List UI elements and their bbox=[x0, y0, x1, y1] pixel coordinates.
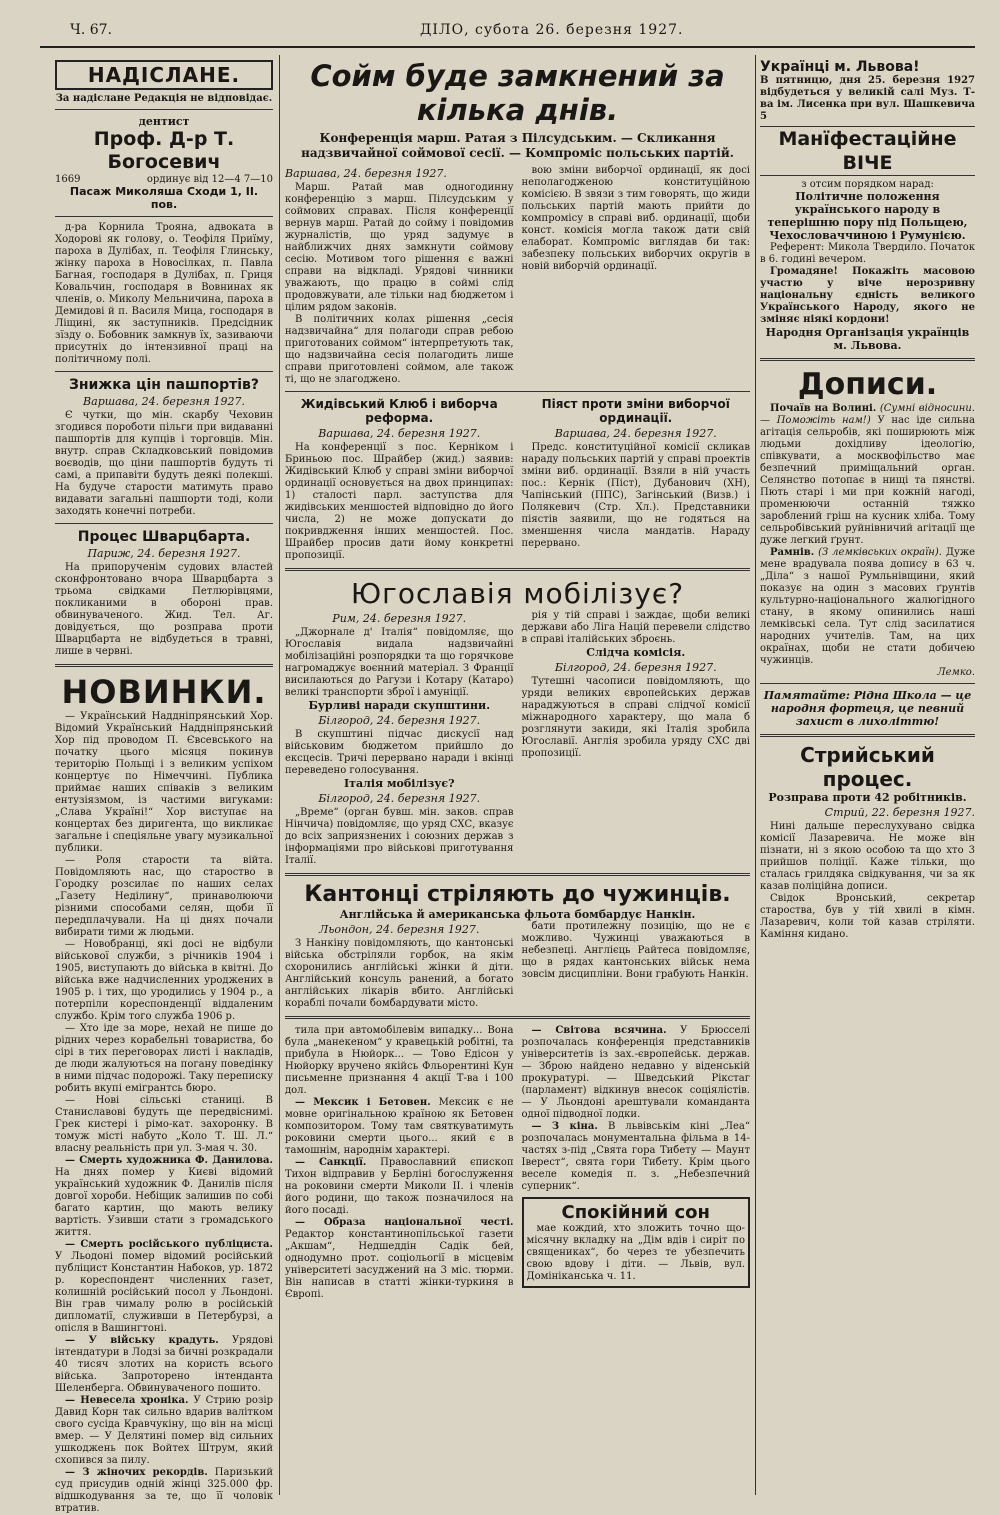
ad-hours: ординує від 12—4 7—10 bbox=[146, 174, 273, 185]
zhyd-date: Варшава, 24. березня 1927. bbox=[318, 427, 481, 440]
ramniv-text: Дуже мене врадувала поява допису в 63 ч. „Діла“ з нашої Румльнівщини, який показує на один з масових ґрунтів культурно-національного жалюгідного стану, в якому опинились наші лемківські села. Тут слід засилатися народних учителів. Там, на цих окраїнах, щоби не стати добичею чужинців. bbox=[760, 547, 975, 666]
column-right bbox=[760, 55, 975, 1495]
zhinochi-text: Паризький суд присудив одній жінці 325.000 фр. відшкодування за те, що її чоловік втратив. bbox=[55, 1467, 273, 1514]
piast-article bbox=[522, 397, 751, 562]
kanton-text2: бати протилежну позицію, що не є можливо. Чужинці уважаються в небезпеці. Англієць Райтеса повідомляє, що в рядах кантонських військ нема зовсім дисципліни. Вони грабують Нанкін. bbox=[521, 921, 750, 980]
dopysy-title: Дописи. bbox=[797, 367, 938, 402]
nevesela-text: У Стрию розір Давид Корн так сильно вдарив валітком свого сусіда Кравчукіну, що він на місці вмер. — У Делятині помер від сильних ушкоджень пок Войтех Штрум, який схопився за пилу. bbox=[55, 1395, 274, 1466]
italy-date: Білгород, 24. березня 1927. bbox=[318, 792, 481, 805]
publitsyst-item bbox=[55, 1239, 273, 1335]
rolya-text: — Роля старости та війта. Повідомляють нас, що староство в Городку розсилає по наших селах „Газету Неділину“, принаволюючи різними способами селян, щоби її передплачували. На ці днях почали вибирати тими ж людьми. bbox=[55, 855, 273, 938]
viche-call: Громадяне! Покажіть масовою участю у віче нерозривну національну єдність великого Українського Народу, якого не зміняє ніякі кордони! bbox=[760, 266, 975, 325]
main-text-c: вою зміни виборчої ординації, як досі неполагодженою конституційною комісією. В звязи з тим говорять, що жиди польських партій мають прийти до компромісу в справі виб. ординації, щоби конст. комісія могла також дати свій елаборат. Компроміс виглядав би так: забезпеку польських виборчих округів в новій виборчій ординації. bbox=[521, 165, 750, 272]
main-article-right bbox=[522, 165, 751, 386]
sanktsii-title: — Санкції. bbox=[295, 1157, 367, 1168]
main-subtitle: Конференція марш. Ратая з Пілсудським. — Скликання надзвичайної соймової сесії. — Компроміс польських партій. bbox=[301, 131, 734, 160]
meksyk-text: Мексик є не мовне оригінальною країною як Бетовен композитором. Тому там святкуватимуть роковини смерти цього... який є в тамошнім, народнім характері. bbox=[285, 1097, 514, 1156]
zhinochi-title: — З жіночих рекордів. bbox=[65, 1467, 208, 1478]
ad-hours-row bbox=[55, 174, 273, 185]
poch-item bbox=[760, 403, 975, 547]
yugo-date: Рим, 24. березня 1927. bbox=[332, 612, 467, 625]
spok-title: Спокійний сон bbox=[561, 1202, 710, 1223]
yugo-title: Югославія мобілізує? bbox=[350, 577, 685, 610]
passport-title: Знижка цін пашпортів? bbox=[68, 377, 260, 393]
nevesela-title: — Невесела хроніка. bbox=[65, 1395, 189, 1406]
piast-title: Піяст проти зміни виборчої ординації. bbox=[541, 397, 730, 425]
misc-text: тила при автомобілевім випадку... Вона була „манекеном“ у кравецькій робітні, та прибула в Нюйорк... — Тово Едісон у Нюйорку вручено якійсь Фльорентині Кун письменне признання 4 акції Т-ва і 100 дол. bbox=[285, 1025, 514, 1096]
divider bbox=[285, 873, 750, 876]
kanton-article bbox=[285, 921, 750, 1010]
danylov-item bbox=[55, 1155, 273, 1239]
misc-row bbox=[285, 1025, 750, 1301]
piast-text: Предс. конституційної комісії скликав нараду польських партій у справі проектів зміни виб. ординації. Взяли в ній участь пос.: Кернік (Піст), Дубанович (ХН), Чапінський (ППС), Загінський (Визв.) і Полякевич (Стр. Хл.). Представники піястів заявили, що не годяться на зменшення числа мандатів. Нараду перервано. bbox=[521, 442, 750, 549]
kanton-text: З Нанкіну повідомляють, що кантонські війська обстріляли горбок, на якім схоронились англійські жінки й діти. Англійський консуль ранений, а богато англійських лікарів вбито. Англійські кораблі почали бомбардувати місто. bbox=[285, 938, 514, 1009]
kanton-left bbox=[285, 921, 514, 1010]
zhinochi-item bbox=[55, 1467, 273, 1515]
divider bbox=[55, 371, 273, 372]
column-rule-1 bbox=[279, 55, 280, 1495]
passport-date: Варшава, 24. березня 1927. bbox=[83, 395, 245, 408]
viysko-text: Урядові інтендатури в Лодзі за бичні розкрадали 40 тисяч злотих на користь всього війська. Запроторено інтенданта Шеленберга. Обвинуваченого пошито. bbox=[55, 1335, 273, 1394]
masthead: ДІЛО, субота 26. березня 1927. bbox=[420, 22, 684, 38]
column-left bbox=[55, 55, 274, 1514]
passport-text: Є чутки, що мін. скарбу Чеховин згодився пороботи пільги при видаванні пашпортів для купців і торговців. Мін. внутр. справ Складковський повідомив воєводів, що ціни пашпортів будуть ті самі, а припавіти будуть деякі полекші. На будуче старости матимуть право видавати загальні пашпорти тоді, коли заходять конечні потреби. bbox=[55, 410, 273, 517]
divider bbox=[760, 683, 975, 684]
nevesela-item bbox=[55, 1395, 273, 1467]
divider bbox=[55, 216, 273, 217]
yugo-text2: рія у тій справі і заждає, щоби великі держави або Ліга Націй перевели слідство в справі італійських зброєнь. bbox=[521, 610, 750, 645]
kino-text: В львівськім кіні „Леа“ розпочалась монументальна фільма в 14-частях з-під „Свята гора Тибету — Маунт Іверест“, свята гори Тибету. Крім цього веселе комедія п. з. „Небезпечний суперник“. bbox=[521, 1121, 750, 1192]
viche-ref: Референт: Микола Твердило. Початок в 6. годині вечером. bbox=[760, 242, 975, 265]
stryi-text: Нині дальше переслухувано свідка комісії Лазаревича. Не може він пізнати, ні з якою особою та що хто 3 прийшов поліції. Каже тільки, що сталась грилдяка свідкування, чи за як казав поліційна дописи. bbox=[760, 821, 975, 892]
viche-topic: Політичне положення українського народу в теперішню пору під Польщею, Чехословаччиною і Румунією. bbox=[767, 190, 968, 242]
yugo-text: „Джорнале д' Італія“ повідомляє, що Югославія видала надзвичайні мобілізаційні розпорядки та що горячкове нагромаджує воєнний матеріал. З Франції висилаються до Рагузи і Котару (Катаро) великі транспорти зброї і амуніції. bbox=[285, 627, 514, 698]
yugo-right bbox=[522, 610, 751, 867]
saidov-date: Білгород, 24. березня 1927. bbox=[554, 661, 717, 674]
column-rule-2 bbox=[755, 55, 756, 1495]
ad-code: 1669 bbox=[55, 174, 81, 185]
stanytsi-text: — Нові сільські станиці. В Станиславові будуть ще передвіснимі. Грек кистері і рімо-кат. захоронку. В томуж місті набуто „Коло Т. Ш. Л.“ власну реальність при ул. З-мая ч. 30. bbox=[55, 1095, 273, 1154]
zhyd-article bbox=[285, 397, 514, 562]
obraza-text: Редактор константинопільської газети „Акшам“, Недшеддін Садік бей, однодумно прот. соціольогії в місцевім університеті засуджений на 3 міс. тюрми. Він написав в статті жінки-туркиня в Європі. bbox=[285, 1229, 514, 1300]
novynky-text: — Український Наддніпрянський Хор. Відомий Український Наддніпрянський Хор під проводом П. Євсевського на початку цього місяця покинув територію Польщі і з великим успіхом концертує по Німеччині. Публика приймає наших співаків з великим ентузіязмом, із частими вигуками: „Слава Україні!“ Хор виступає на концертах без диригента, що викликає загальне і спеціяльне увагу музикальної публики. bbox=[55, 711, 273, 854]
divider bbox=[285, 1016, 750, 1019]
obraza-item bbox=[285, 1217, 514, 1301]
zhyd-piast-row bbox=[285, 397, 750, 562]
kino-item bbox=[522, 1121, 751, 1193]
sanktsii-text: Православний єпископ Тихон відправив у Берліні богослуження на роковини смерти Миколи ІІ. і членів його родини, що також позначилося на його посаді. bbox=[285, 1157, 514, 1216]
ad-address: Пасаж Миколяша Сходи 1, II. пов. bbox=[69, 185, 259, 211]
ukr-text: В пятницю, дня 25. березня 1927 відбудеться у великій салі Муз. Т-ва ім. Лисенка при вул. Шашкевича 5 bbox=[760, 75, 975, 122]
kanton-subtitle: Англійська й американська фльота бомбардує Нанкін. bbox=[339, 908, 696, 921]
misc-left bbox=[285, 1025, 514, 1301]
meksyk-title: — Мексик і Бетовен. bbox=[295, 1097, 431, 1108]
italy-text: „Време“ (орган бувш. мін. заков. справ Нінчича) повідомляє, що уряд СХС, вказує до всіх заприязнених і союзних держав з інформаціями про військові приготування Італії. bbox=[285, 807, 514, 866]
saidov-text: Тутешні часописи повідомляють, що уряди великих європейських держав нараджуються в справі слідчої комісії міжнародного характеру, що мала б розглянути закиди, які Італія зробила Югославії. Англія зробила уряду СХС дві пропозиції. bbox=[521, 676, 750, 759]
ramniv-sign: Лемко. bbox=[937, 667, 975, 678]
stryi-title: Стрийський процес. bbox=[800, 743, 935, 791]
saidov-title: Слідча комісія. bbox=[586, 646, 686, 659]
spok-text: мае кождий, хто зложить точно що-місячну вкладку на „Дім вдів і сиріт по священиках“, бо через те убезпечить свою вдову і діти. — Львів, вул. Домініканська ч. 11. bbox=[526, 1223, 745, 1282]
divider bbox=[760, 358, 975, 361]
viysko-item bbox=[55, 1335, 273, 1395]
viysko-title: — У війську крадуть. bbox=[65, 1335, 219, 1346]
ramniv-item bbox=[760, 547, 975, 667]
danylov-text: На днях помер у Києві відомий український художник Ф. Данилів після довгої хороби. Небіщик залишив по собі багато картин, що мають велику вартість. Узивши стати з громадського життя. bbox=[55, 1167, 273, 1238]
page-header bbox=[40, 18, 975, 48]
divider bbox=[55, 664, 273, 667]
stryi-text2: Свідок Вронський, секретар староства, був у тій хвилі в кімн. Лазаревич, коли той казав стріляти. Каміння кидано. bbox=[760, 893, 975, 940]
buri-date: Білгород, 24. березня 1927. bbox=[318, 714, 481, 727]
poch-text: У нас іде сильна агітація сельробів, які поширюють між людьми дохідливу ідеологію, співкувати, а москвофільство має безпечний приміщальний орган. Селянство потопає в нищі та пянстві. Пють старі і ми при кожній нагоді, променюючи останній тяжко зароблений гріш на кусник хліба. Тому сельробівський руйнівничий агітації ще дуже легкий ґрунт. bbox=[760, 415, 975, 546]
more-text: — Хто іде за море, нехай не пише до рідних через корабельні товариства, бо сірі в тих переговорах листі і накладів, де люди жалуються на погану поведінку в ними підчас подорожі. Таку переписку робить вкупі емігрантсь бюро. bbox=[55, 1023, 273, 1094]
kino-title: — З кіна. bbox=[531, 1121, 598, 1132]
divider bbox=[55, 523, 273, 524]
svitova-title: — Світова всячина. bbox=[531, 1025, 667, 1036]
zhyd-text: На конференції з пос. Керніком і Бриньою пос. Шрайбер (жид.) заявив: Жидівський Клюб у справі зміни виборчої ординації основується на двох принципах: 1) сталості парл. заступства для жидівських меншостей відповідно до його числа, 2) не може допускати до покривдження інших меншостей. Пос. Шрайбер просив дати йому конкретні пропозиції. bbox=[285, 442, 514, 561]
column-center bbox=[285, 55, 750, 1495]
schwartz-date: Париж, 24. березня 1927. bbox=[87, 547, 241, 560]
publitsyst-title: — Смерть російського публіциста. bbox=[65, 1239, 273, 1250]
meksyk-item bbox=[285, 1097, 514, 1157]
divider bbox=[760, 734, 975, 737]
buri-title: Бурливі наради скупштини. bbox=[308, 699, 491, 712]
viche-sign: Народня Організація українців м. Львова. bbox=[765, 326, 970, 352]
italy-title: Італія мобілізує? bbox=[343, 777, 455, 790]
main-article-left bbox=[285, 165, 514, 386]
issue-number: Ч. 67. bbox=[70, 22, 112, 38]
danylov-title: — Смерть художника Ф. Данилова. bbox=[65, 1155, 273, 1166]
kanton-date: Льондон, 24. березня 1927. bbox=[319, 923, 480, 936]
schwartz-title: Процес Шварцбарта. bbox=[77, 529, 251, 545]
stryi-subtitle: Розправа проти 42 робітників. bbox=[768, 791, 967, 804]
buri-text: В скупштині підчас дискусії над військовим бюджетом прийшло до ексцесів. Тричі перервано наради і вкінці переведено голосування. bbox=[285, 729, 514, 776]
poch-title: Почаїв на Волині. bbox=[770, 403, 877, 414]
divider bbox=[285, 568, 750, 571]
obraza-title: — Образа національної честі. bbox=[295, 1217, 514, 1228]
nadislane-note: За надіслане Редакція не відповідає. bbox=[55, 93, 273, 104]
main-text-a: Марш. Ратай мав одногодинну конференцію з марш. Пілсудським у соймових справах. Після конференції вернув марш. Ратай до сойму і повідомив журналістів, що уряд задумує в найближчих днях замкнути соймову сесію. Мотивом того рішення є важні справи на відкладі. Урядові чинники уважають, що працю в соймі слід продовжувати, але тільки над бюджетом і цілим рядом законів. bbox=[285, 182, 514, 313]
publitsyst-text: У Льодоні помер відомий російський публіцист Константин Набоков, ур. 1872 р. кореспондент численних газет, колишній російський посол у Льондоні. Він грав чималу ролю в російській дипломатії, служивши в Петербурзі, а опісля в Вашингтоні. bbox=[55, 1251, 273, 1334]
spok-ad bbox=[522, 1197, 751, 1288]
yugo-article bbox=[285, 610, 750, 867]
ramniv-title: Рамнів. bbox=[770, 547, 815, 558]
kanton-title: Кантонці стріляють до чужинців. bbox=[304, 882, 731, 907]
article-text: д-ра Корнила Трояна, адвоката в Ходорові як голову, о. Теофіля Приїму, пароха в Дулібах, п. Теофіля Глинську, жінку пароха в Новосілках, п. Павла Багная, господаря в Дулібах, п. Гриця Ковальчин, господаря в Вовнинах як членів, о. Миколу Мельничина, пароха в Демидові й п. Василя Мица, господаря в Ліщині, як заступників. Предсідник зїзду о. Бобовник замкнув їх, зазиваючи присутніх до інтензивної праці на політичному полі. bbox=[55, 222, 273, 365]
svitova-text: У Брюсселі розпочалась конференція представників університетів із зах.-європейськ. держав. — Зброю найдено недавно у віденській прокуратурі. — Шведський Рікстаг (парламент) відкинув внесок соціялістів. — У Льондоні арештували команданта одної підводної лодки. bbox=[521, 1025, 750, 1120]
ramniv-sub: (З лемківських окраїн). bbox=[818, 547, 942, 558]
svitova-item bbox=[522, 1025, 751, 1121]
ukr-title: Українці м. Львова! bbox=[760, 59, 920, 75]
nadislane-title: НАДІСЛАНЕ. bbox=[55, 60, 273, 90]
poch-sub: (Сумні відносини. — Поможіть нам!) bbox=[760, 403, 975, 426]
main-text-b: В політичних колах рішення „сесія надзвичайна“ для полагоди справ ребою приготованих соймом“ інтерпретують так, що надзвичайна сесія полагодить лише справи приготовлені соймом, але також ті, що не злагоджено. bbox=[285, 314, 514, 385]
viche-order: з отсим порядком нарад: bbox=[801, 179, 934, 190]
main-article bbox=[285, 165, 750, 386]
stryi-date: Стрий, 22. березня 1927. bbox=[824, 806, 975, 819]
sanktsii-item bbox=[285, 1157, 514, 1217]
viche-title: Манїфестаційне ВІЧЕ bbox=[760, 126, 975, 176]
main-date: Варшава, 24. березня 1927. bbox=[285, 167, 447, 180]
zhyd-title: Жидівський Клюб і виборча реформа. bbox=[300, 397, 498, 425]
yugo-left bbox=[285, 610, 514, 867]
divider bbox=[55, 109, 273, 110]
novynky-title: НОВИНКИ. bbox=[61, 673, 267, 711]
kanton-right bbox=[522, 921, 751, 1010]
ad-name: Проф. Д-р Т. Богосевич bbox=[93, 128, 235, 173]
misc-right bbox=[522, 1025, 751, 1301]
ad-dentist: дентист bbox=[138, 115, 190, 128]
divider bbox=[285, 391, 750, 392]
schwartz-text: На припорученім судових властей сконфронтовано вчора Шварцбарта з трьома свідками Петлюрівцями, покликаними в обороні прав. обвинуваченого. Жид. Тел. Аг. довідується, що розправа проти Шварцбарта не відбудеться в травні, лише в червні. bbox=[55, 562, 273, 657]
novobrantsi-text: — Новобранці, які досі не відбули військової служби, з річників 1904 і 1905, виступають до війська в квітні. До війська вже надчисленних уроджених в 1905 р. і тих, що уродились у 1904 р., а потерпіли кореспонденції віддаленим службо. Крім того служба 1906 р. bbox=[55, 939, 273, 1022]
main-title: Сойм буде замкнений за кілька днів. bbox=[310, 59, 725, 127]
piast-date: Варшава, 24. березня 1927. bbox=[554, 427, 717, 440]
pamyat-note: Памятайте: Рідна Школа — це народня фортеця, це певний захист в лихоліттю! bbox=[763, 689, 972, 728]
